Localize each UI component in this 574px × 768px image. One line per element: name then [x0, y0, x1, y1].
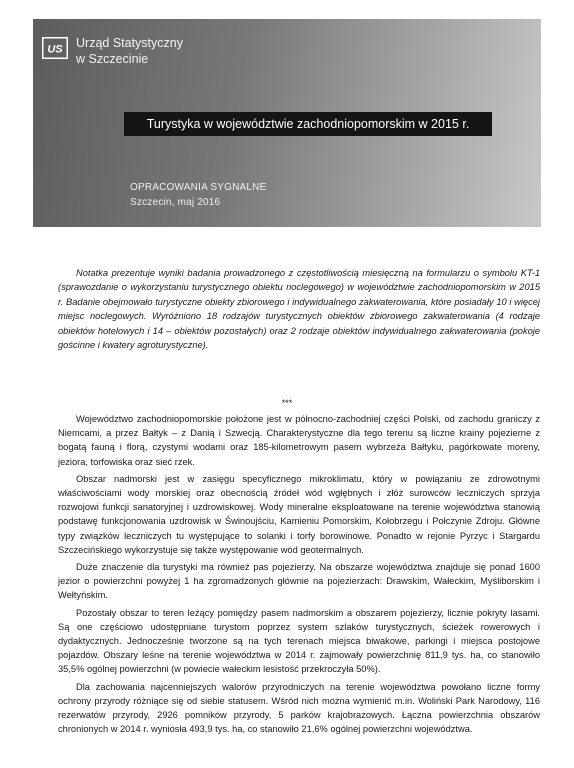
paragraph-1: Województwo zachodniopomorskie położone jest w północno-zachodniej części Polski, od zachodu graniczy z Niemcami, a przez Bałtyk – z Danią i Szwecją. Charakterystyczne dla tego terenu są liczne krainy pojezierne z bogatą fauną i florą, czystymi wodami oraz 185-kilometrowym pasem wybrzeża Bałtyku, pagórkowate moreny, jeziora, torfowiska oraz sieć rzek.	[58, 414, 540, 467]
body-text	[58, 412, 540, 739]
section-separator: ***	[281, 398, 293, 408]
paragraph-4: Pozostały obszar to teren leżący pomiędzy pasem nadmorskim a obszarem pojezierzy, licznie pokryty lasami. Są one częściowo udostępniane turystom poprzez system szlaków turystycznych, ścieżek rowerowych i dydaktycznych. Jednocześnie tworzone są na tych terenach miejsca biwakowe, parkingi i miejsca postojowe pojazdów. Obszary leśne na terenie województwa w 2014 r. zajmowały powierzchnię 811,9 tys. ha, co stanowiło 35,5% ogólnej powierzchni (w powiecie wałeckim lesistość przekroczyła 50%).	[58, 607, 540, 675]
paragraph-3: Duże znaczenie dla turystyki ma również pas pojezierzy. Na obszarze województwa znajduje się ponad 1600 jezior o powierzchni powyżej 1 ha zgromadzonych głównie na pojezierzach: Drawskim, Wałeckim, Myśliborskim i Wełtyńskim.	[58, 562, 540, 601]
institution-name	[76, 35, 183, 67]
report-title: Turystyka w województwie zachodniopomorskim w 2015 r.	[124, 112, 492, 136]
series-info	[130, 180, 266, 210]
series-name: OPRACOWANIA SYGNALNE	[130, 182, 267, 193]
intro-note: Notatka prezentuje wyniki badania prowadzonego z częstotliwością miesięczną na formularzu o symbolu KT-1 (sprawozdanie o wykorzystaniu turystycznego obiektu noclegowego) w województwie zachodniopomorskim w 2015 r. Badanie obejmowało turystyczne obiekty zbiorowego i indywidualnego zakwaterowania, które posiadały 10 i więcej miejsc noclegowych. Wyróżniono 18 rodzajów turystycznych obiektów zbiorowego zakwaterowania (4 rodzaje obiektów hotelowych i 14 – obiektów pozostałych) oraz 2 rodzaje obiektów indywidualnego zakwaterowania (pokoje gościnne i kwatery agroturystyczne).	[58, 268, 540, 351]
institution-line1: Urząd Statystyczny	[76, 36, 183, 50]
place-date: Szczecin, maj 2016	[130, 197, 221, 208]
paragraph-2: Obszar nadmorski jest w zasięgu specyficznego mikroklimatu, który w powiązaniu ze zdrowotnymi właściwościami wody morskiej oraz obecnością źródeł wód wgłębnych i złóż surowców leczniczych sprzyja rozwojowi funkcji sanatoryjnej i uzdrowiskowej. Wody mineralne eksploatowane na terenie województwa stanowią podstawę funkcjonowania uzdrowisk w Świnoujściu, Kamieniu Pomorskim, Kołobrzegu i Połczynie Zdroju. Główne typy związków leczniczych tu występujące to solanki i torfy borowinowe. Ponadto w rejonie Pyrzyc i Stargardu Szczecińskiego wykorzystuje się także występowanie wód geotermalnych.	[58, 473, 540, 555]
logo-text: US	[47, 43, 63, 56]
institution-line2: w Szczecinie	[76, 52, 149, 66]
paragraph-5: Dla zachowania najcenniejszych walorów przyrodniczych na terenie województwa powołano liczne formy ochrony przyrody różniące się od siebie statusem. Wśród nich można wymienić m.in. Woliński Park Narodowy, 116 rezerwatów przyrody, 2926 pomników przyrody, 5 parków krajobrazowych. Łączna powierzchnia obszarów chronionych w 2014 r. wyniosła 493,9 tys. ha, co stanowiło 21,6% ogólnej powierzchni województwa.	[58, 681, 540, 735]
us-logo-icon	[42, 37, 68, 59]
